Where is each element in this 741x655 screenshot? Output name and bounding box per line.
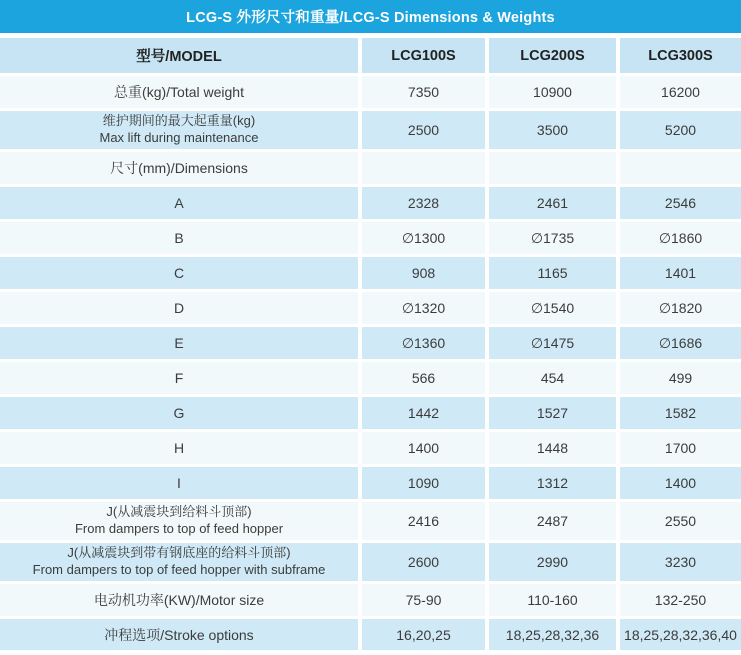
row-value-lcg100s: 1400 [362,432,485,464]
row-value-lcg100s: ∅1320 [362,292,485,324]
row-value-lcg200s: 2990 [489,543,616,581]
row-value-lcg100s: 2500 [362,111,485,149]
row-value-lcg200s: 1448 [489,432,616,464]
row-label: E [0,327,358,359]
table-row [0,467,741,499]
row-label: I [0,467,358,499]
row-label: 维护期间的最大起重量(kg) Max lift during maintenance [0,111,358,149]
row-value-lcg300s [620,152,741,184]
row-value-lcg200s: 454 [489,362,616,394]
row-value-lcg100s: 2600 [362,543,485,581]
row-value-lcg200s: ∅1540 [489,292,616,324]
row-value-lcg300s: 1401 [620,257,741,289]
row-value-lcg100s: 75-90 [362,584,485,616]
row-value-lcg100s: 2416 [362,502,485,540]
row-label: D [0,292,358,324]
row-label: B [0,222,358,254]
column-header-lcg100s: LCG100S [362,38,485,73]
row-value-lcg300s: ∅1860 [620,222,741,254]
row-value-lcg200s [489,152,616,184]
row-label: J(从减震块到带有钢底座的给料斗顶部) From dampers to top of feed hopper with subframe [0,543,358,581]
table-row [0,76,741,108]
row-value-lcg300s: 1700 [620,432,741,464]
row-value-lcg100s: ∅1360 [362,327,485,359]
table-row [0,257,741,289]
row-value-lcg100s: 566 [362,362,485,394]
row-value-lcg100s: 16,20,25 [362,619,485,650]
table-row [0,222,741,254]
column-header-model: 型号/MODEL [0,38,358,73]
spec-table [0,38,741,650]
row-label: 总重(kg)/Total weight [0,76,358,108]
table-row [0,543,741,581]
table-body [0,76,741,650]
table-title-bar [0,0,741,33]
table-row [0,111,741,149]
row-label: 电动机功率(KW)/Motor size [0,584,358,616]
table-row [0,187,741,219]
row-value-lcg100s: ∅1300 [362,222,485,254]
row-label: F [0,362,358,394]
table-row [0,152,741,184]
row-value-lcg300s: 5200 [620,111,741,149]
row-value-lcg100s [362,152,485,184]
row-value-lcg200s: ∅1735 [489,222,616,254]
row-value-lcg100s: 1442 [362,397,485,429]
row-value-lcg100s: 7350 [362,76,485,108]
row-value-lcg300s: 499 [620,362,741,394]
row-value-lcg100s: 908 [362,257,485,289]
row-label: A [0,187,358,219]
row-label: 尺寸(mm)/Dimensions [0,152,358,184]
row-value-lcg300s: 2546 [620,187,741,219]
row-value-lcg300s: 16200 [620,76,741,108]
row-value-lcg300s: 132-250 [620,584,741,616]
table-row [0,327,741,359]
row-label: 冲程选项/Stroke options [0,619,358,650]
table-header-row [0,38,741,73]
row-value-lcg200s: 1165 [489,257,616,289]
row-value-lcg200s: 3500 [489,111,616,149]
row-value-lcg200s: ∅1475 [489,327,616,359]
row-value-lcg300s: 1400 [620,467,741,499]
row-label: G [0,397,358,429]
table-row [0,432,741,464]
row-value-lcg200s: 1312 [489,467,616,499]
table-row [0,619,741,650]
row-value-lcg200s: 2487 [489,502,616,540]
row-value-lcg300s: 18,25,28,32,36,40 [620,619,741,650]
row-value-lcg200s: 110-160 [489,584,616,616]
row-value-lcg200s: 18,25,28,32,36 [489,619,616,650]
table-row [0,292,741,324]
row-value-lcg300s: ∅1820 [620,292,741,324]
row-label: C [0,257,358,289]
table-row [0,502,741,540]
table-row [0,362,741,394]
row-value-lcg100s: 1090 [362,467,485,499]
row-label: H [0,432,358,464]
row-value-lcg300s: 2550 [620,502,741,540]
table-row [0,397,741,429]
row-label: J(从减震块到给料斗顶部) From dampers to top of feed hopper [0,502,358,540]
row-value-lcg300s: ∅1686 [620,327,741,359]
column-header-lcg200s: LCG200S [489,38,616,73]
row-value-lcg200s: 10900 [489,76,616,108]
table-title: LCG-S 外形尺寸和重量/LCG-S Dimensions & Weights [186,10,555,26]
row-value-lcg200s: 2461 [489,187,616,219]
column-header-lcg300s: LCG300S [620,38,741,73]
table-row [0,584,741,616]
row-value-lcg100s: 2328 [362,187,485,219]
row-value-lcg300s: 1582 [620,397,741,429]
row-value-lcg200s: 1527 [489,397,616,429]
row-value-lcg300s: 3230 [620,543,741,581]
